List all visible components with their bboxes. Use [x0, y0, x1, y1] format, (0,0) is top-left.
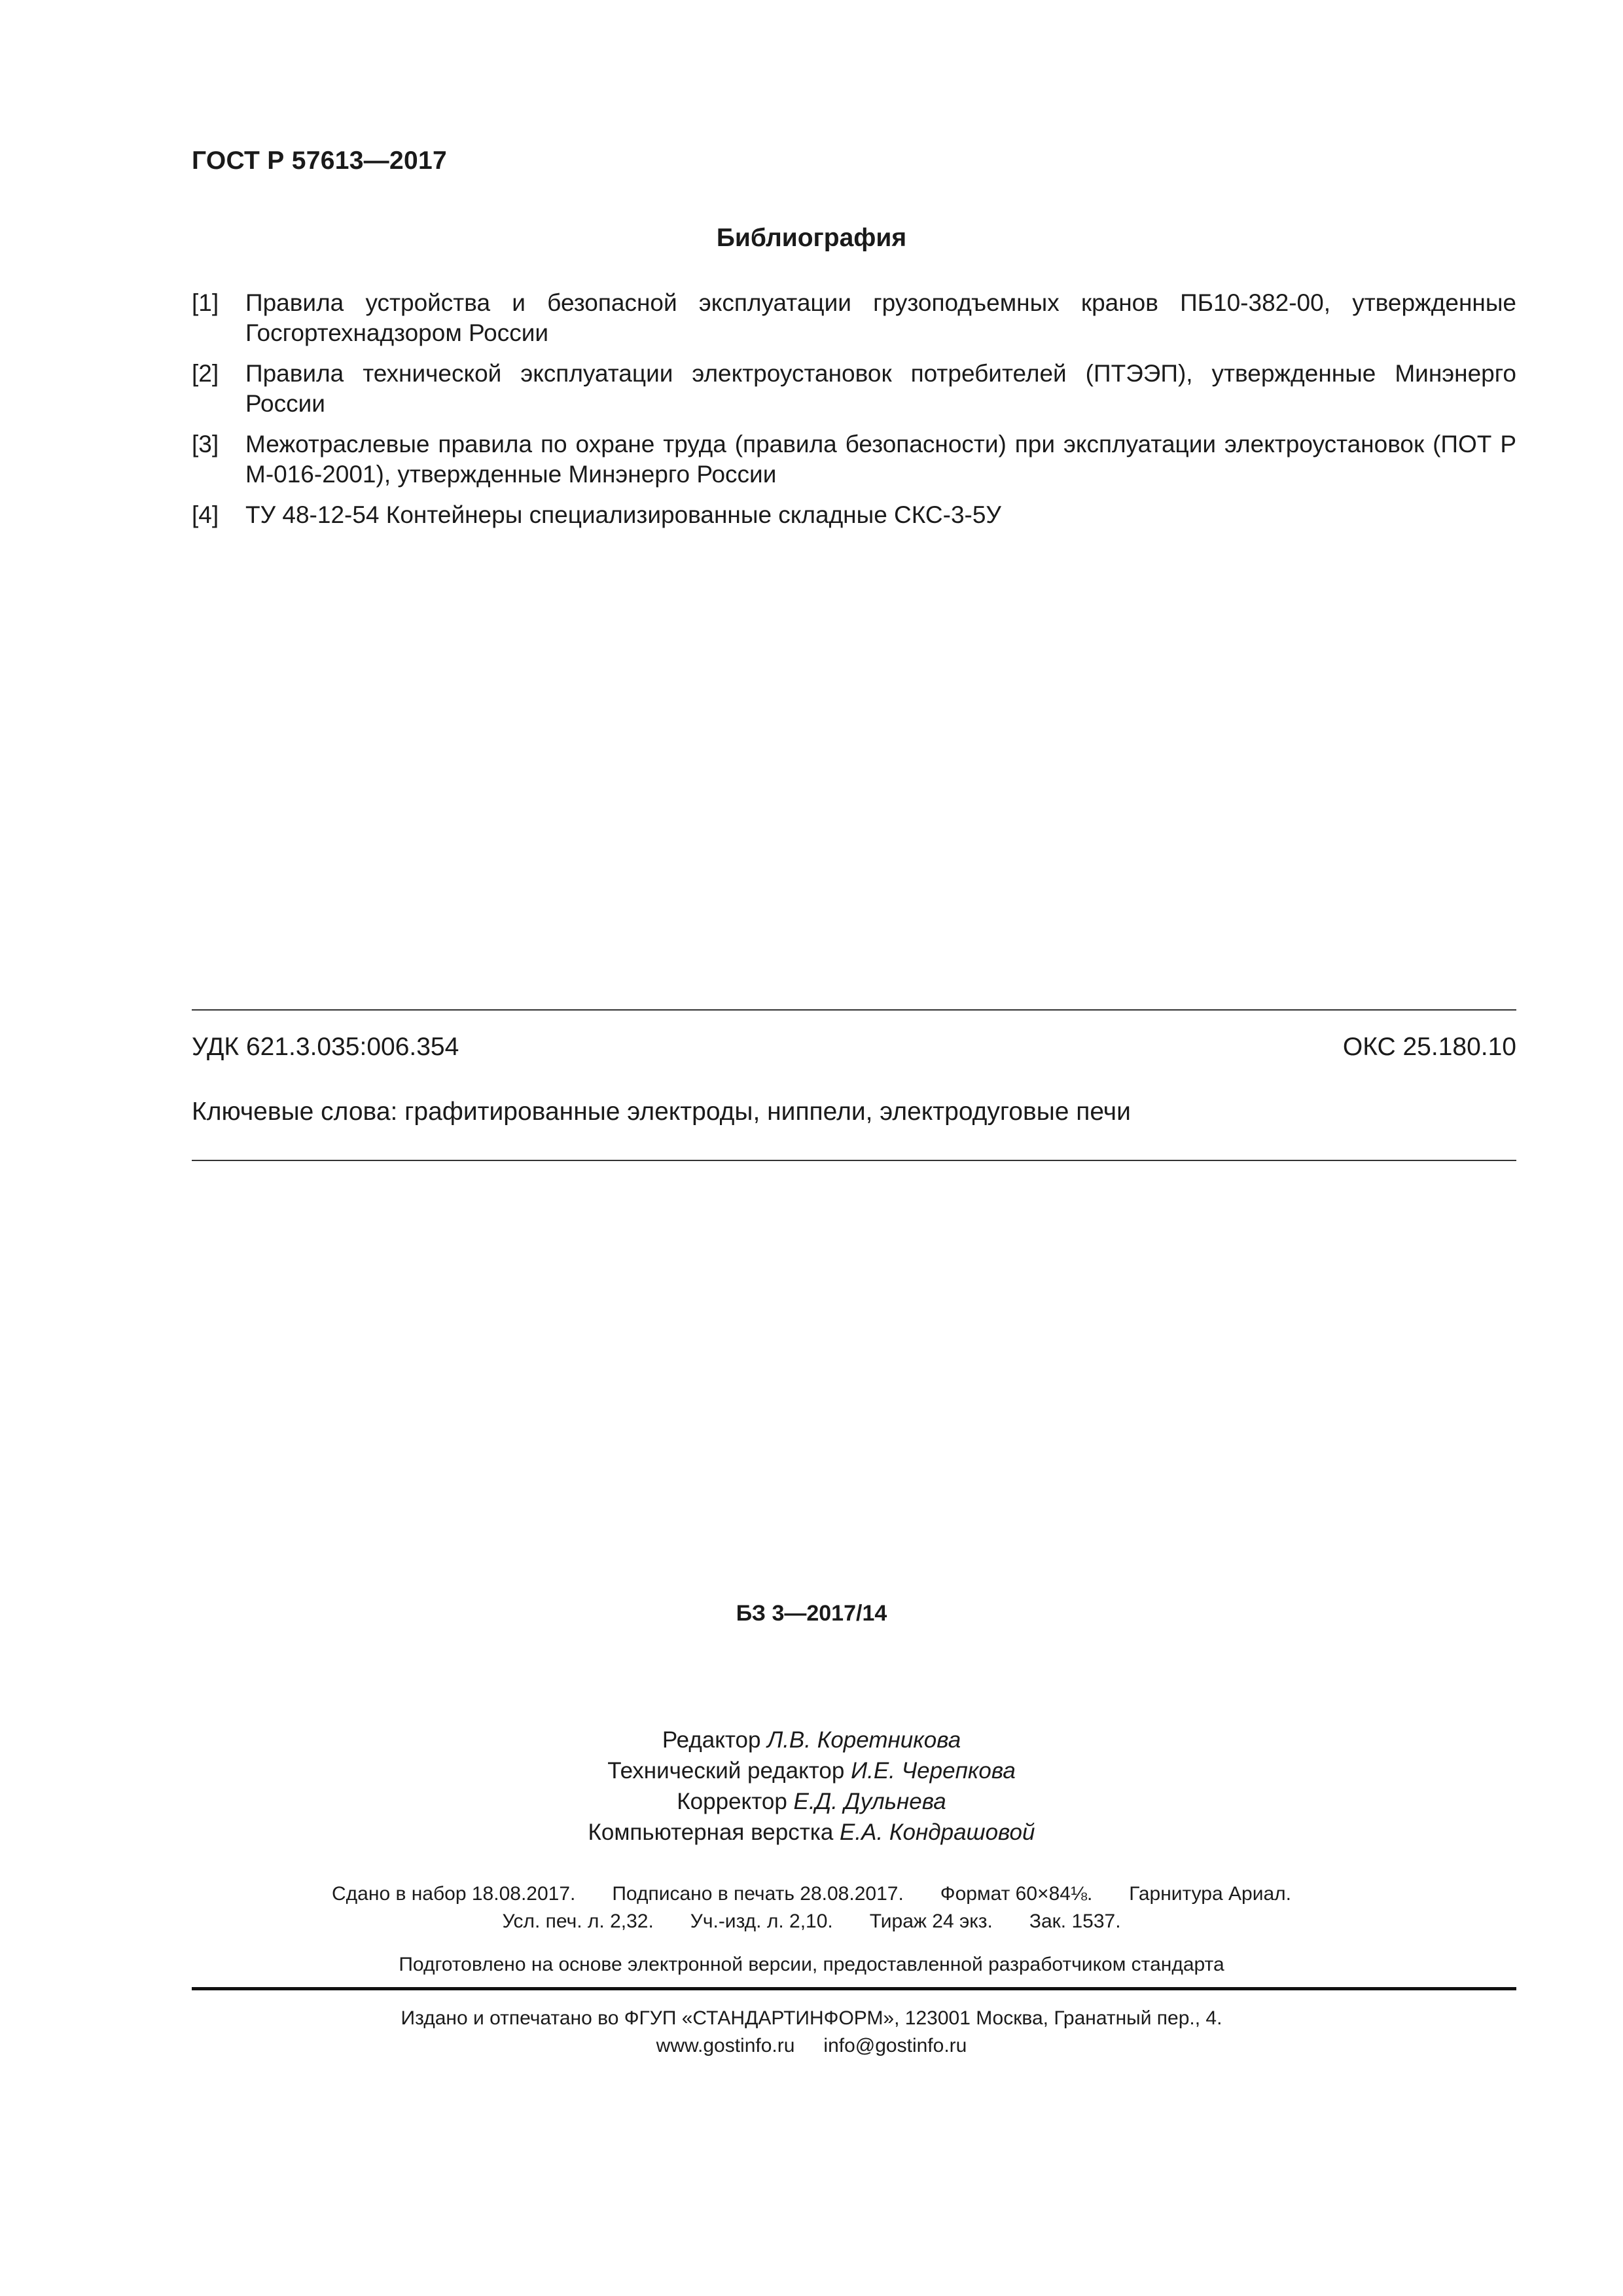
credit-name: И.Е. Черепкова	[851, 1758, 1016, 1784]
keywords: Ключевые слова: графитированные электроды, ниппели, электродуговые печи	[192, 1098, 1131, 1126]
imprint-item: Тираж 24 экз.	[869, 1910, 993, 1932]
credit-name: Е.А. Кондрашовой	[840, 1820, 1035, 1845]
imprint-item: Гарнитура Ариал.	[1129, 1883, 1291, 1905]
prepared-note: Подготовлено на основе электронной версии, предоставленной разработчиком стандарта	[399, 1954, 1224, 1975]
bibliography-item-text: ТУ 48-12-54 Контейнеры специализированные складные СКС-3-5У	[245, 501, 1001, 528]
credit-role: Редактор	[662, 1727, 768, 1753]
bibliography-item	[192, 288, 1516, 348]
imprint-item: Подписано в печать 28.08.2017.	[612, 1883, 904, 1905]
bz-number: БЗ 3—2017/14	[736, 1601, 887, 1626]
divider-publisher	[192, 1987, 1516, 1990]
publisher-contacts	[0, 2032, 1623, 2060]
bibliography-item-text: Межотраслевые правила по охране труда (правила безопасности) при эксплуатации электроустановок (ПОТ Р М-016-2001), утвержденные Минэнерго России	[245, 431, 1516, 488]
credit-line	[0, 1786, 1623, 1817]
publisher-address: Издано и отпечатано во ФГУП «СТАНДАРТИНФОРМ», 123001 Москва, Гранатный пер., 4.	[401, 2007, 1222, 2029]
credit-name: Л.В. Коретникова	[767, 1727, 961, 1753]
credit-role: Компьютерная верстка	[588, 1820, 840, 1845]
imprint-item: Зак. 1537.	[1029, 1910, 1121, 1932]
divider-bottom	[192, 1160, 1516, 1161]
publisher-block	[0, 2005, 1623, 2060]
bibliography-item-number: [3]	[192, 431, 219, 457]
credits-block	[0, 1725, 1623, 1848]
bibliography-title: Библиография	[716, 224, 907, 252]
imprint-item: Усл. печ. л. 2,32.	[502, 1910, 654, 1932]
bibliography-item-text: Правила устройства и безопасной эксплуатации грузоподъемных кранов ПБ10-382-00, утвержденные Госгортехнадзором России	[245, 289, 1516, 346]
bibliography-item-number: [2]	[192, 360, 219, 387]
bibliography-item-number: [1]	[192, 289, 219, 316]
imprint-item: Сдано в набор 18.08.2017.	[332, 1883, 576, 1905]
document-code: ГОСТ Р 57613—2017	[192, 147, 447, 175]
bibliography-item	[192, 359, 1516, 419]
imprint-row	[0, 1880, 1623, 1908]
oks-code: ОКС 25.180.10	[1342, 1033, 1516, 1061]
udk-code: УДК 621.3.035:006.354	[192, 1033, 459, 1061]
bibliography-item-text: Правила технической эксплуатации электроустановок потребителей (ПТЭЭП), утвержденные Минэнерго России	[245, 360, 1516, 417]
imprint-item: Формат 60×84⅛.	[940, 1883, 1093, 1905]
publisher-website-link[interactable]: www.gostinfo.ru	[656, 2035, 795, 2056]
credit-role: Корректор	[677, 1789, 794, 1814]
bibliography-list	[192, 288, 1516, 541]
publisher-email-link[interactable]: info@gostinfo.ru	[823, 2035, 967, 2056]
credit-role: Технический редактор	[607, 1758, 851, 1784]
credit-name: Е.Д. Дульнева	[793, 1789, 946, 1814]
credit-line	[0, 1817, 1623, 1848]
divider-top	[192, 1009, 1516, 1011]
credit-line	[0, 1725, 1623, 1755]
imprint-block	[0, 1880, 1623, 1935]
bibliography-item	[192, 429, 1516, 490]
imprint-item: Уч.-изд. л. 2,10.	[690, 1910, 833, 1932]
credit-line	[0, 1755, 1623, 1786]
imprint-row	[0, 1908, 1623, 1935]
bibliography-item	[192, 500, 1516, 530]
bibliography-item-number: [4]	[192, 501, 219, 528]
